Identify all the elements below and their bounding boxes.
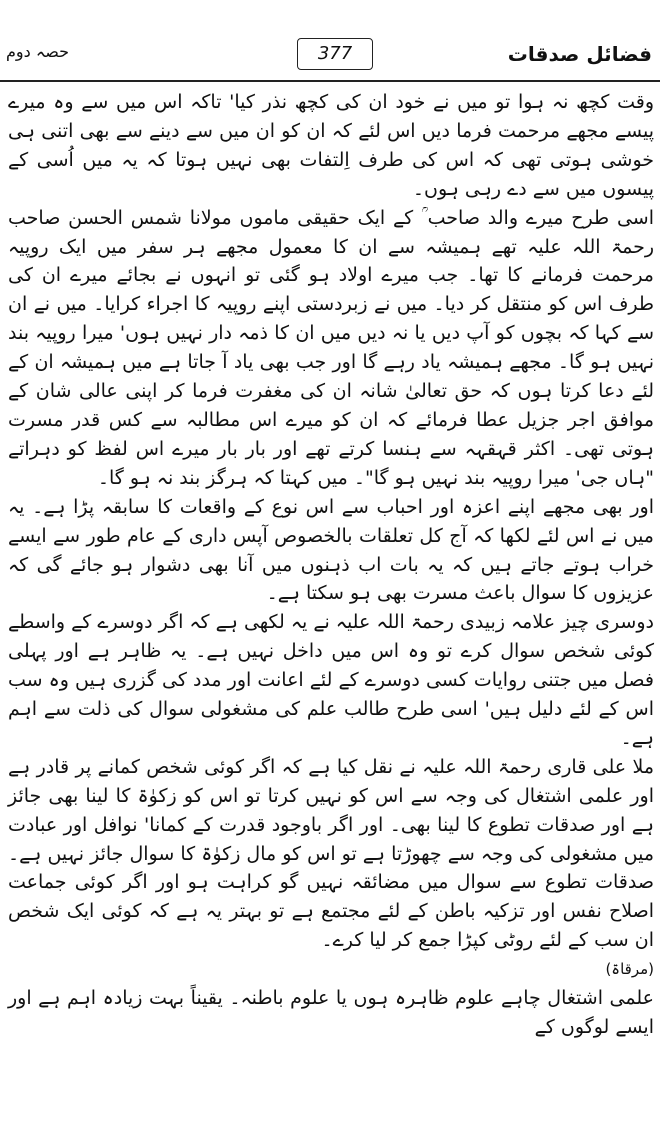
paragraph: اسی طرح میرے والد صاحب ؒ کے ایک حقیقی ماموں مولانا شمس الحسن صاحب رحمۃ اللہ علیہ تھے ہمیشہ سے ان کا معمول مجھے ہر سفر میں ایک روپیہ مرحمت فرمانے کا تھا۔ جب میرے اولاد ہو گئی تو انہوں نے بجائے میرے ان کی طرف اس کو منتقل کر دیا۔ میں نے زبردستی اپنے روپیہ کا اجراء کرایا۔ میں نے ان سے کہا کہ بچوں کو آپ دیں یا نہ دیں میں ان کا ذمہ دار نہیں ہوں' میرا روپیہ بند نہیں ہو گا۔ مجھے ہمیشہ یاد رہے گا اور جب بھی یاد آ جاتا ہے میں ہمیشہ ان کے لئے دعا کرتا ہوں کہ حق تعالیٰ شانہ ان کی مغفرت فرما کر اپنی عالی شان کے موافق اجر جزیل عطا فرمائے کہ ان کو میرے اس مطالبہ سے کس قدر مسرت ہوتی تھی۔ اکثر قہقہہ سے ہنسا کرتے تھے اور بار بار میرے اس لفظ کو دہراتے "ہاں جی' میرا روپیہ بند نہیں ہو گا"۔ میں کہتا کہ ہرگز بند نہ ہو گا۔ (8, 206, 654, 489)
header-rule (0, 80, 660, 82)
page-body (8, 88, 654, 1138)
section-label: حصہ دوم (6, 42, 69, 61)
paragraph: دوسری چیز علامہ زبیدی رحمۃ اللہ علیہ نے یہ لکھی ہے کہ اگر دوسرے کے واسطے کوئی شخص سوال کرے تو وہ اس میں داخل نہیں ہے۔ یہ ظاہر ہے اور پہلی فصل میں جتنی روایات کسی دوسرے کے لئے اعانت اور مدد کی گزری ہیں وہ سب اس کے لئے دلیل ہیں' اسی طرح طالب علم کی مشغولی سوال کی ذلت سے اہم ہے۔ (8, 611, 654, 749)
page-header (0, 30, 660, 80)
page-number: 377 (297, 38, 373, 70)
citation: (مرقاۃ) (605, 960, 654, 979)
paragraph: اور بھی مجھے اپنے اعزہ اور احباب سے اس نوع کے واقعات کا سابقہ پڑا ہے۔ یہ میں نے اس لئے لکھا کہ آج کل تعلقات بالخصوص آپس داری کے عام طور سے ایسے خراب ہوتے جاتے ہیں کہ یہ بات اب ذہنوں میں آنا بھی دشوار ہو جائے گی کہ عزیزوں کا سوال باعث مسرت بھی ہو سکتا ہے۔ (8, 495, 654, 605)
paragraph: وقت کچھ نہ ہوا تو میں نے خود ان کی کچھ نذر کیا' تاکہ اس میں سے وہ میرے پیسے مجھے مرحمت فرما دیں اس لئے کہ ان کو ان میں سے دینے سے بھی اتنی ہی خوشی ہوتی تھی کہ اس کی طرف اِلتفات بھی نہیں ہوتا کہ یہ میں اُسی کے پیسوں میں سے دے رہی ہوں۔ (8, 91, 654, 200)
paragraph: علمی اشتغال چاہے علوم ظاہرہ ہوں یا علوم باطنہ۔ یقیناً بہت زیادہ اہم ہے اور ایسے لوگوں کے (8, 987, 654, 1038)
paragraph: ملا علی قاری رحمۃ اللہ علیہ نے نقل کیا ہے کہ اگر کوئی شخص کمانے پر قادر ہے اور علمی اشتغال کی وجہ سے اس کو نہیں کرتا تو اس کو زکوٰۃ کا لینا بھی جائز ہے اور صدقات تطوع کا لینا بھی۔ اور اگر باوجود قدرت کے کمانا' نوافل اور عبادت میں مشغولی کی وجہ سے چھوڑتا ہے تو اس کو مال زکوٰۃ کا سوال جائز نہیں ہے۔ صدقات تطوع سے سوال میں مضائقہ نہیں گو کراہت ہو اور اگر کوئی جماعت اصلاح نفس اور تزکیہ باطن کے لئے مجتمع ہے تو بہتر یہ ہے کہ کوئی ایک شخص ان سب کے لئے روٹی کپڑا جمع کر لیا کرے۔ (8, 755, 654, 952)
book-title: فضائل صدقات (507, 42, 652, 66)
